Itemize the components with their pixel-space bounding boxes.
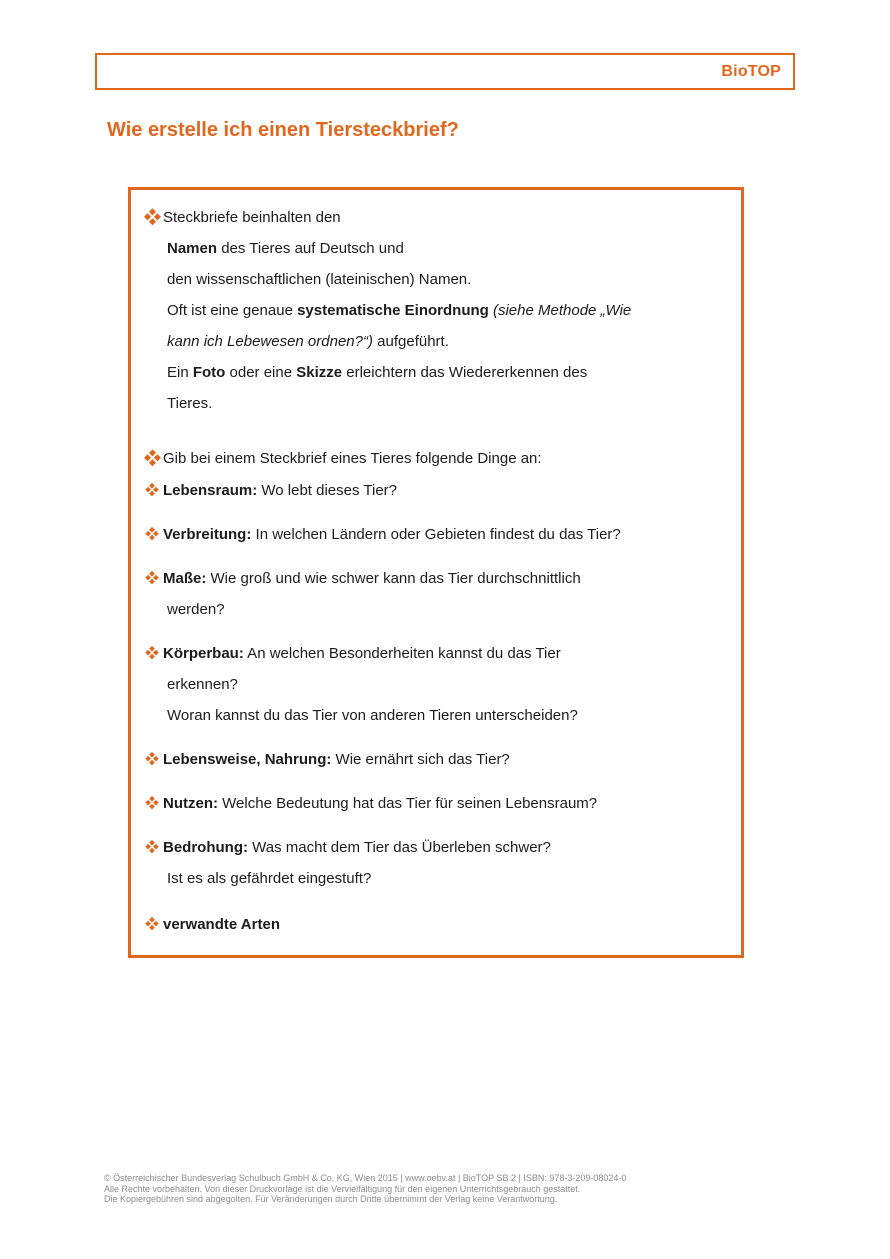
prompt-text <box>163 443 727 474</box>
checklist-item-masse <box>146 563 727 625</box>
item-text: Woran kannst du das Tier von anderen Tieren unterscheiden? <box>167 707 578 724</box>
diamond-bullet-icon <box>143 208 161 226</box>
intro-line-7 <box>163 388 727 419</box>
bullet-dot <box>149 208 156 215</box>
text-run: aufgeführt. <box>372 333 449 350</box>
prompt-line <box>146 443 727 474</box>
page-title: Wie erstelle ich einen Tiersteckbrief? <box>107 119 459 141</box>
footer <box>104 1173 626 1205</box>
intro-line-5 <box>163 326 727 357</box>
text-run: des Tieres auf Deutsch und <box>217 240 404 257</box>
diamond-bullet-icon <box>145 917 159 931</box>
diamond-bullet-icon <box>145 527 159 541</box>
checklist-item-verbreitung <box>146 519 727 550</box>
item-text: Was macht dem Tier das Überleben schwer? <box>247 839 551 856</box>
header-box <box>95 53 795 90</box>
text-run: den wissenschaftlichen (lateinischen) Namen. <box>167 271 472 288</box>
copyright-line: © Österreichischer Bundesverlag Schulbuch GmbH & Co. KG, Wien 2015 | www.oebv.at | BioTOP SB 2 | ISBN: 978-3-209-08024-0 <box>104 1173 627 1183</box>
item-line <box>163 563 727 594</box>
item-line <box>163 475 727 506</box>
diamond-bullet-icon <box>145 646 159 660</box>
item-text: werden? <box>167 601 225 618</box>
checklist-item-lebensraum <box>146 475 727 506</box>
item-text: Welche Bedeutung hat das Tier für seinen Lebensraum? <box>218 795 598 812</box>
bullet-dot <box>149 917 155 923</box>
item-label: Körperbau: <box>163 645 244 662</box>
intro-paragraph <box>146 202 727 419</box>
text-run: oder eine <box>225 364 297 381</box>
item-line <box>163 744 727 775</box>
text-run: Steckbriefe beinhalten den <box>163 209 341 226</box>
diamond-bullet-icon <box>143 449 161 467</box>
item-text: Ist es als gefährdet eingestuft? <box>167 870 372 887</box>
brand-logo: BioTOP <box>721 62 781 80</box>
item-text: Wo lebt dieses Tier? <box>257 482 397 499</box>
rights-line: Alle Rechte vorbehalten. Von dieser Druckvorlage ist die Vervielfältigung für den eigenen Unterrichtsgebrauch gestattet. <box>104 1183 581 1194</box>
text-run: Tieres. <box>167 395 213 412</box>
intro-line-4 <box>163 295 727 326</box>
item-label: Verbreitung: <box>163 526 252 543</box>
item-label: Lebensraum: <box>163 482 258 499</box>
item-label: Bedrohung: <box>163 839 248 856</box>
item-text: erkennen? <box>167 676 238 693</box>
text-run: kann ich Lebewesen ordnen?“) <box>167 333 373 350</box>
item-line <box>163 832 727 863</box>
text-run: Gib bei einem Steckbrief eines Tieres folgende Dinge an: <box>163 450 542 467</box>
checklist-item-nutzen <box>146 788 727 819</box>
liability-line: Die Kopiergebühren sind abgegolten. Für Veränderungen durch Dritte übernimmt der Verlag keine Verantwortung. <box>104 1194 558 1205</box>
item-line <box>163 519 727 550</box>
bullet-dot <box>149 527 155 533</box>
intro-line-6 <box>163 357 727 388</box>
item-text: An welchen Besonderheiten kannst du das Tier <box>243 645 561 662</box>
text-run: Foto <box>192 364 226 381</box>
item-text: In welchen Ländern oder Gebieten findest du das Tier? <box>251 526 621 543</box>
item-line <box>163 638 727 669</box>
item-line <box>163 669 727 700</box>
text-run: Namen <box>167 240 218 257</box>
item-line <box>163 909 727 940</box>
text-run: erleichtern das Wiedererkennen des <box>342 364 588 381</box>
item-line <box>163 788 727 819</box>
item-text: Wie groß und wie schwer kann das Tier durchschnittlich <box>206 570 581 587</box>
text-run: (siehe Methode „Wie <box>492 302 632 319</box>
item-label: Maße: <box>163 570 207 587</box>
checklist-item-koerperbau <box>146 638 727 731</box>
diamond-bullet-icon <box>145 752 159 766</box>
item-label: Lebensweise, Nahrung: <box>163 751 332 768</box>
bullet-dot <box>149 449 156 456</box>
bullet-dot <box>149 840 155 846</box>
item-line <box>163 594 727 625</box>
text-run: systematische Einordnung <box>297 302 489 319</box>
bullet-dot <box>149 752 155 758</box>
text-run: Oft ist eine genaue <box>167 302 298 319</box>
text-run: Skizze <box>296 364 343 381</box>
bullet-dot <box>149 571 155 577</box>
method-box <box>128 187 744 958</box>
item-label: verwandte Arten <box>163 916 280 933</box>
diamond-bullet-icon <box>145 571 159 585</box>
intro-line-1 <box>163 202 727 233</box>
checklist-item-lebensweise <box>146 744 727 775</box>
diamond-bullet-icon <box>145 796 159 810</box>
item-line <box>163 863 727 894</box>
item-text: Wie ernährt sich das Tier? <box>331 751 510 768</box>
intro-line-3 <box>163 264 727 295</box>
item-label: Nutzen: <box>163 795 218 812</box>
intro-line-2 <box>163 233 727 264</box>
bullet-dot <box>149 483 155 489</box>
bullet-dot <box>149 646 155 652</box>
checklist-item-verwandte-arten <box>146 909 727 940</box>
diamond-bullet-icon <box>145 840 159 854</box>
diamond-bullet-icon <box>145 483 159 497</box>
checklist-item-bedrohung <box>146 832 727 894</box>
item-line <box>163 700 727 731</box>
text-run: Ein <box>167 364 193 381</box>
bullet-dot <box>149 796 155 802</box>
